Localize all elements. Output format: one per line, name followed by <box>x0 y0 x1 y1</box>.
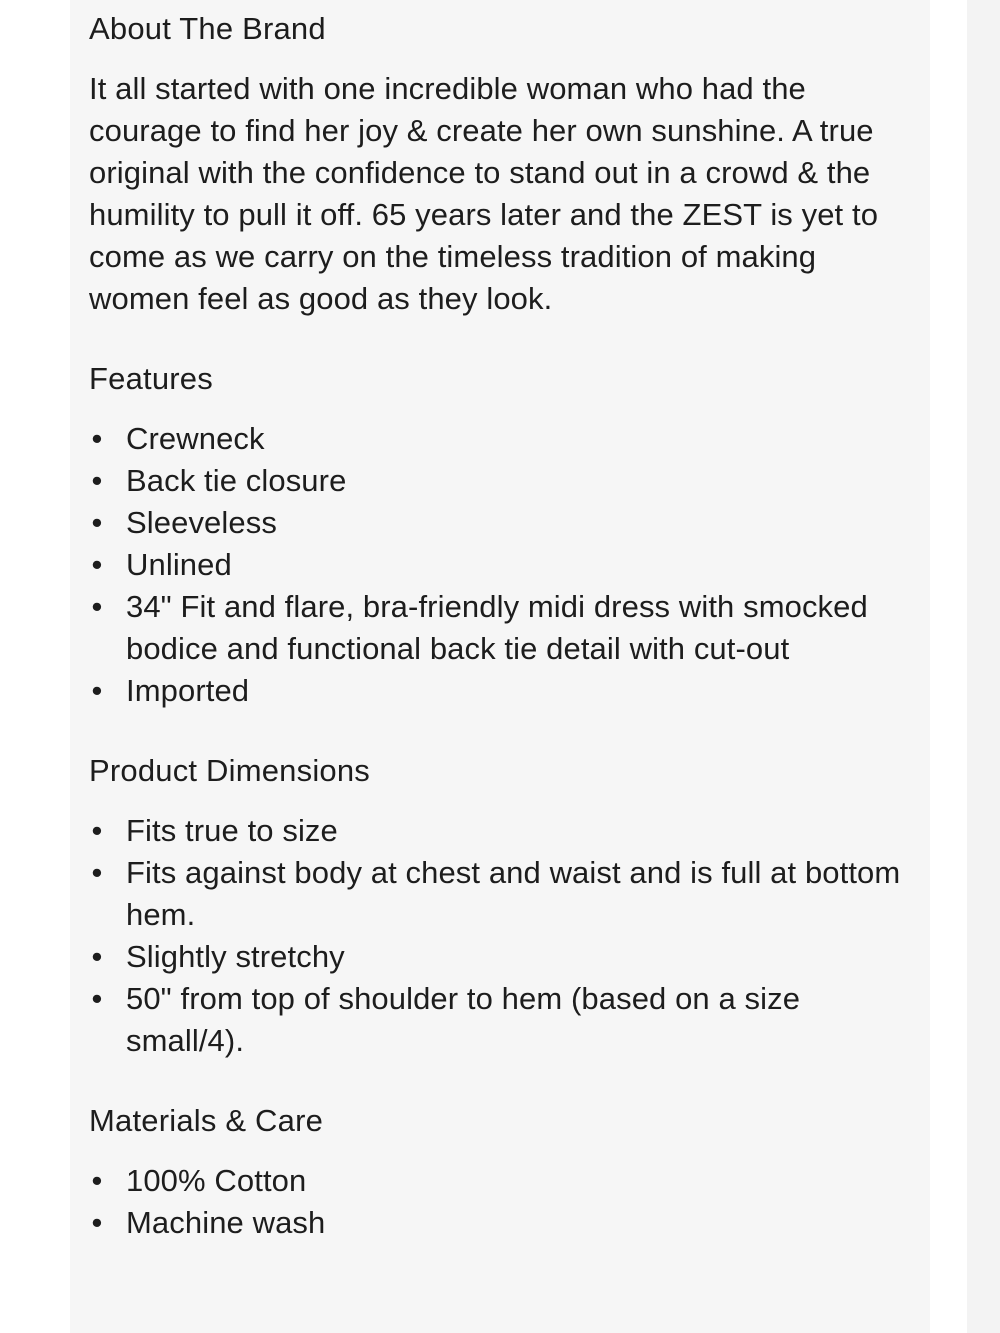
list-item <box>89 978 909 1062</box>
list-item <box>89 502 909 544</box>
feature-text: Sleeveless <box>126 505 277 540</box>
list-item <box>89 1160 909 1202</box>
product-details <box>89 8 909 1282</box>
bullet-icon: • <box>91 589 103 624</box>
scroll-gutter <box>967 0 1000 1333</box>
bullet-icon: • <box>91 547 103 582</box>
list-item <box>89 460 909 502</box>
feature-text: Back tie closure <box>126 463 347 498</box>
feature-text: 34" Fit and flare, bra-friendly midi dress with smocked bodice and functional back tie detail with cut-out <box>126 589 868 666</box>
bullet-icon: • <box>91 981 103 1016</box>
bullet-icon: • <box>91 463 103 498</box>
list-item <box>89 1202 909 1244</box>
bullet-icon: • <box>91 813 103 848</box>
bullet-icon: • <box>91 1205 103 1240</box>
features-list <box>89 418 909 712</box>
bullet-icon: • <box>91 673 103 708</box>
list-item <box>89 936 909 978</box>
features-heading: Features <box>89 361 213 396</box>
dimension-text: 50" from top of shoulder to hem (based on a size small/4). <box>126 981 801 1058</box>
feature-text: Crewneck <box>126 421 265 456</box>
bullet-icon: • <box>91 505 103 540</box>
material-text: 100% Cotton <box>126 1163 307 1198</box>
list-item <box>89 852 909 936</box>
feature-text: Imported <box>126 673 250 708</box>
about-brand-text: It all started with one incredible woman who had the courage to find her joy & create her own sunshine. A true original with the confidence to stand out in a crowd & the humility to pull it off. 65 years later and the ZEST is yet to come as we carry on the timeless tradition of making women feel as good as they look. <box>89 71 879 316</box>
dimension-text: Fits against body at chest and waist and is full at bottom hem. <box>126 855 901 932</box>
list-item <box>89 586 909 670</box>
bullet-icon: • <box>91 421 103 456</box>
dimensions-heading: Product Dimensions <box>89 753 370 788</box>
bullet-icon: • <box>91 855 103 890</box>
dimensions-list <box>89 810 909 1062</box>
bullet-icon: • <box>91 1163 103 1198</box>
list-item <box>89 810 909 852</box>
feature-text: Unlined <box>126 547 232 582</box>
materials-heading: Materials & Care <box>89 1103 324 1138</box>
dimension-text: Fits true to size <box>126 813 338 848</box>
list-item <box>89 670 909 712</box>
about-brand-heading: About The Brand <box>89 11 326 46</box>
list-item <box>89 418 909 460</box>
bullet-icon: • <box>91 939 103 974</box>
materials-list <box>89 1160 909 1244</box>
list-item <box>89 544 909 586</box>
dimension-text: Slightly stretchy <box>126 939 345 974</box>
material-text: Machine wash <box>126 1205 326 1240</box>
